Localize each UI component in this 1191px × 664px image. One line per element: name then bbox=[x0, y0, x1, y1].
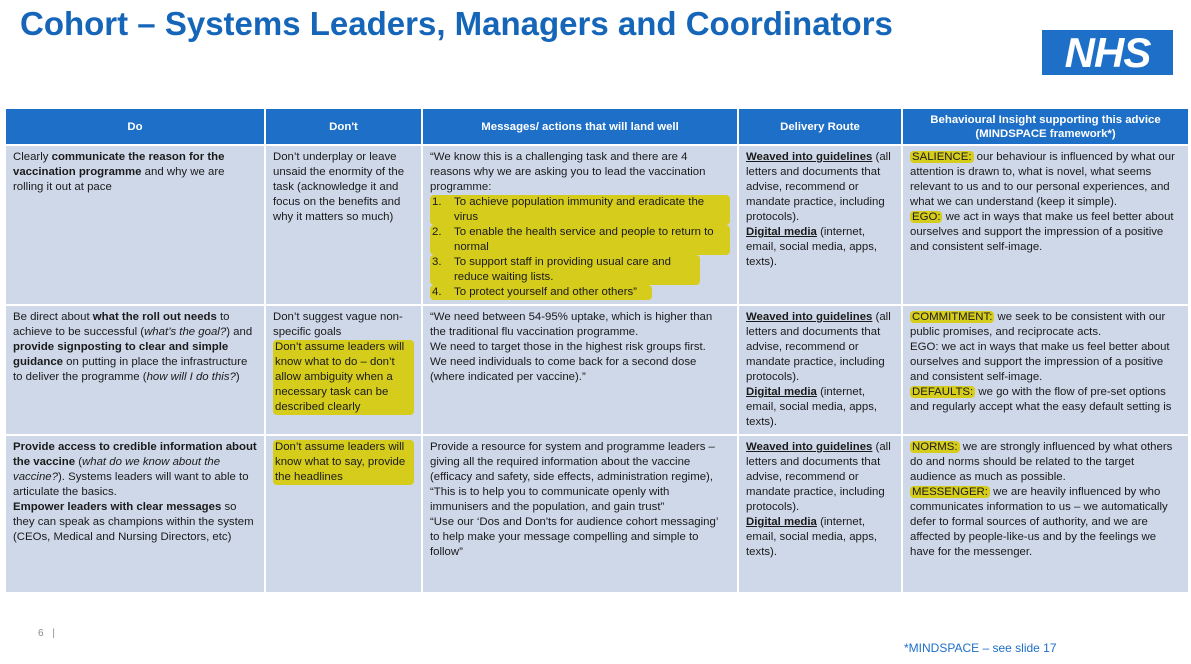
dont-highlight: Don’t assume leaders will know what to say, provide the headlines bbox=[273, 440, 414, 485]
insight-term-salience: SALIENCE: bbox=[912, 151, 972, 163]
table-row bbox=[5, 435, 1189, 593]
message-line: Provide a resource for system and programme leaders – giving all the required information about the vaccine (efficacy and safety, side effects, administration regime), “This is to help you to communicate openly with immunisers and the population, and gain trust” bbox=[430, 441, 715, 513]
delivery-desc: (internet, email, social media, apps, texts). bbox=[746, 226, 878, 268]
cell-do bbox=[5, 145, 265, 305]
insight-term-defaults: DEFAULTS: bbox=[912, 386, 974, 398]
cell-dont bbox=[265, 145, 422, 305]
do-text: ) and bbox=[226, 326, 253, 338]
cell-delivery bbox=[738, 305, 902, 435]
insight-desc: we act in ways that make us feel better about ourselves and support the impression of a positive and consistent self-image. bbox=[910, 211, 1174, 253]
cell-insight bbox=[902, 435, 1189, 593]
do-text: to achieve to be successful ( bbox=[13, 311, 230, 338]
insight-term-ego: EGO: bbox=[912, 211, 941, 223]
item-number: 2. bbox=[432, 226, 442, 238]
message-line: “We need between 54-95% uptake, which is higher than the traditional flu vaccination programme. bbox=[430, 311, 713, 338]
do-text: ( bbox=[75, 456, 83, 468]
list-item bbox=[430, 225, 730, 255]
list-item bbox=[430, 255, 730, 285]
cell-insight bbox=[902, 145, 1189, 305]
dont-highlight: Don’t assume leaders will know what to do – don’t allow ambiguity when a necessary task can be described clearly bbox=[273, 340, 414, 415]
header-do: Do bbox=[5, 108, 265, 145]
do-text: Be direct about bbox=[13, 311, 93, 323]
page-number-value: 6 bbox=[38, 628, 44, 639]
table-row bbox=[5, 145, 1189, 305]
list-item bbox=[430, 195, 730, 225]
do-emphasis: Empower leaders with clear messages bbox=[13, 501, 222, 513]
insight-desc: we seek to be consistent with our public promises, and reciprocate acts. bbox=[910, 311, 1166, 338]
insight-desc: our behaviour is influenced by what our attention is drawn to, what is novel, what seems relevant to us and to our personal experiences, and what we can understand (keep it simple). bbox=[910, 151, 1175, 208]
insight-term-commitment: COMMITMENT: bbox=[912, 311, 993, 323]
item-text: To enable the health service and people to return to normal bbox=[454, 226, 714, 253]
item-number: 1. bbox=[432, 196, 442, 208]
do-text: Clearly bbox=[13, 151, 52, 163]
list-item bbox=[430, 285, 730, 300]
cell-messages bbox=[422, 435, 738, 593]
cell-dont bbox=[265, 305, 422, 435]
delivery-desc: (all letters and documents that advise, recommend or mandate practice, including protocols). bbox=[746, 151, 891, 223]
dont-text: Don’t underplay or leave unsaid the enormity of the task (acknowledge it and focus on the benefits and why it matters so much) bbox=[273, 151, 405, 223]
nhs-logo: NHS bbox=[1042, 30, 1173, 75]
guidance-table bbox=[4, 107, 1190, 594]
message-list bbox=[430, 195, 730, 300]
delivery-desc: (internet, email, social media, apps, texts). bbox=[746, 516, 878, 558]
cell-do bbox=[5, 305, 265, 435]
delivery-route-digital: Digital media bbox=[746, 386, 817, 398]
delivery-route-guidelines: Weaved into guidelines bbox=[746, 441, 873, 453]
insight-term-messenger: MESSENGER: bbox=[912, 486, 988, 498]
page-number bbox=[38, 628, 55, 639]
item-text: To support staff in providing usual care and reduce waiting lists. bbox=[454, 256, 671, 283]
footnote: *MINDSPACE – see slide 17 bbox=[904, 641, 1057, 655]
cell-messages bbox=[422, 305, 738, 435]
page-separator: | bbox=[52, 628, 55, 639]
insight-desc: we are strongly influenced by what others do and norms should be related to the target audience as much as possible. bbox=[910, 441, 1173, 483]
insight-ego: EGO: we act in ways that make us feel better about ourselves and support the impression of a positive and consistent self-image. bbox=[910, 341, 1170, 383]
table-row bbox=[5, 305, 1189, 435]
header-delivery: Delivery Route bbox=[738, 108, 902, 145]
cell-delivery bbox=[738, 145, 902, 305]
item-number: 4. bbox=[432, 286, 442, 298]
cell-delivery bbox=[738, 435, 902, 593]
header-messages: Messages/ actions that will land well bbox=[422, 108, 738, 145]
delivery-route-digital: Digital media bbox=[746, 226, 817, 238]
do-text: and why we are rolling it out at pace bbox=[13, 166, 225, 193]
do-text: so they can speak as champions within the system (CEOs, Medical and Nursing Directors, etc) bbox=[13, 501, 254, 543]
item-text: To protect yourself and other others” bbox=[454, 286, 637, 298]
delivery-route-guidelines: Weaved into guidelines bbox=[746, 311, 873, 323]
delivery-route-digital: Digital media bbox=[746, 516, 817, 528]
do-emphasis: Provide access to credible information about the vaccine bbox=[13, 441, 257, 468]
message-line: “Use our ‘Dos and Don'ts for audience cohort messaging’ to help make your message compelling and simple to follow” bbox=[430, 516, 718, 558]
message-intro: “We know this is a challenging task and there are 4 reasons why we are asking you to lead the vaccination programme: bbox=[430, 151, 706, 193]
cell-messages bbox=[422, 145, 738, 305]
item-text: To achieve population immunity and eradicate the virus bbox=[454, 196, 705, 223]
insight-term-norms: NORMS: bbox=[912, 441, 958, 453]
delivery-desc: (all letters and documents that advise, recommend or mandate practice, including protocols). bbox=[746, 441, 891, 513]
dont-text: Don’t suggest vague non-specific goals bbox=[273, 311, 403, 338]
item-number: 3. bbox=[432, 256, 442, 268]
cell-do bbox=[5, 435, 265, 593]
header-row bbox=[5, 108, 1189, 145]
cell-dont bbox=[265, 435, 422, 593]
page-title: Cohort – Systems Leaders, Managers and Coordinators bbox=[20, 5, 893, 42]
do-emphasis: communicate the reason for the vaccination programme bbox=[13, 151, 225, 178]
message-line: We need individuals to come back for a second dose (where indicated per vaccine).” bbox=[430, 356, 697, 383]
delivery-route-guidelines: Weaved into guidelines bbox=[746, 151, 873, 163]
delivery-desc: (all letters and documents that advise, recommend or mandate practice, including protocols). bbox=[746, 311, 891, 383]
header-insight: Behavioural Insight supporting this advice (MINDSPACE framework*) bbox=[902, 108, 1189, 145]
message-line: We need to target those in the highest risk groups first. bbox=[430, 341, 706, 353]
cell-insight bbox=[902, 305, 1189, 435]
do-question: how will I do this? bbox=[146, 371, 236, 383]
do-question: what do we know about the vaccine? bbox=[13, 456, 221, 483]
do-text: ). Systems leaders will want to able to articulate the basics. bbox=[13, 471, 249, 498]
insight-desc: we go with the flow of pre-set options and regularly accept what the easy default setting is bbox=[910, 386, 1172, 413]
do-emphasis: what the roll out needs bbox=[92, 311, 217, 323]
do-text: on putting in place the infrastructure to deliver the programme ( bbox=[13, 356, 248, 383]
insight-desc: we are heavily influenced by who communicates information to us – we automatically defer to formal sources of authority, and we are affected by people-like-us and by the feelings we have for the messenger. bbox=[910, 486, 1168, 558]
do-emphasis: provide signposting to clear and simple guidance bbox=[13, 341, 229, 368]
do-text: ) bbox=[235, 371, 240, 383]
header-dont: Don't bbox=[265, 108, 422, 145]
do-question: what’s the goal? bbox=[144, 326, 227, 338]
delivery-desc: (internet, email, social media, apps, texts). bbox=[746, 386, 878, 428]
